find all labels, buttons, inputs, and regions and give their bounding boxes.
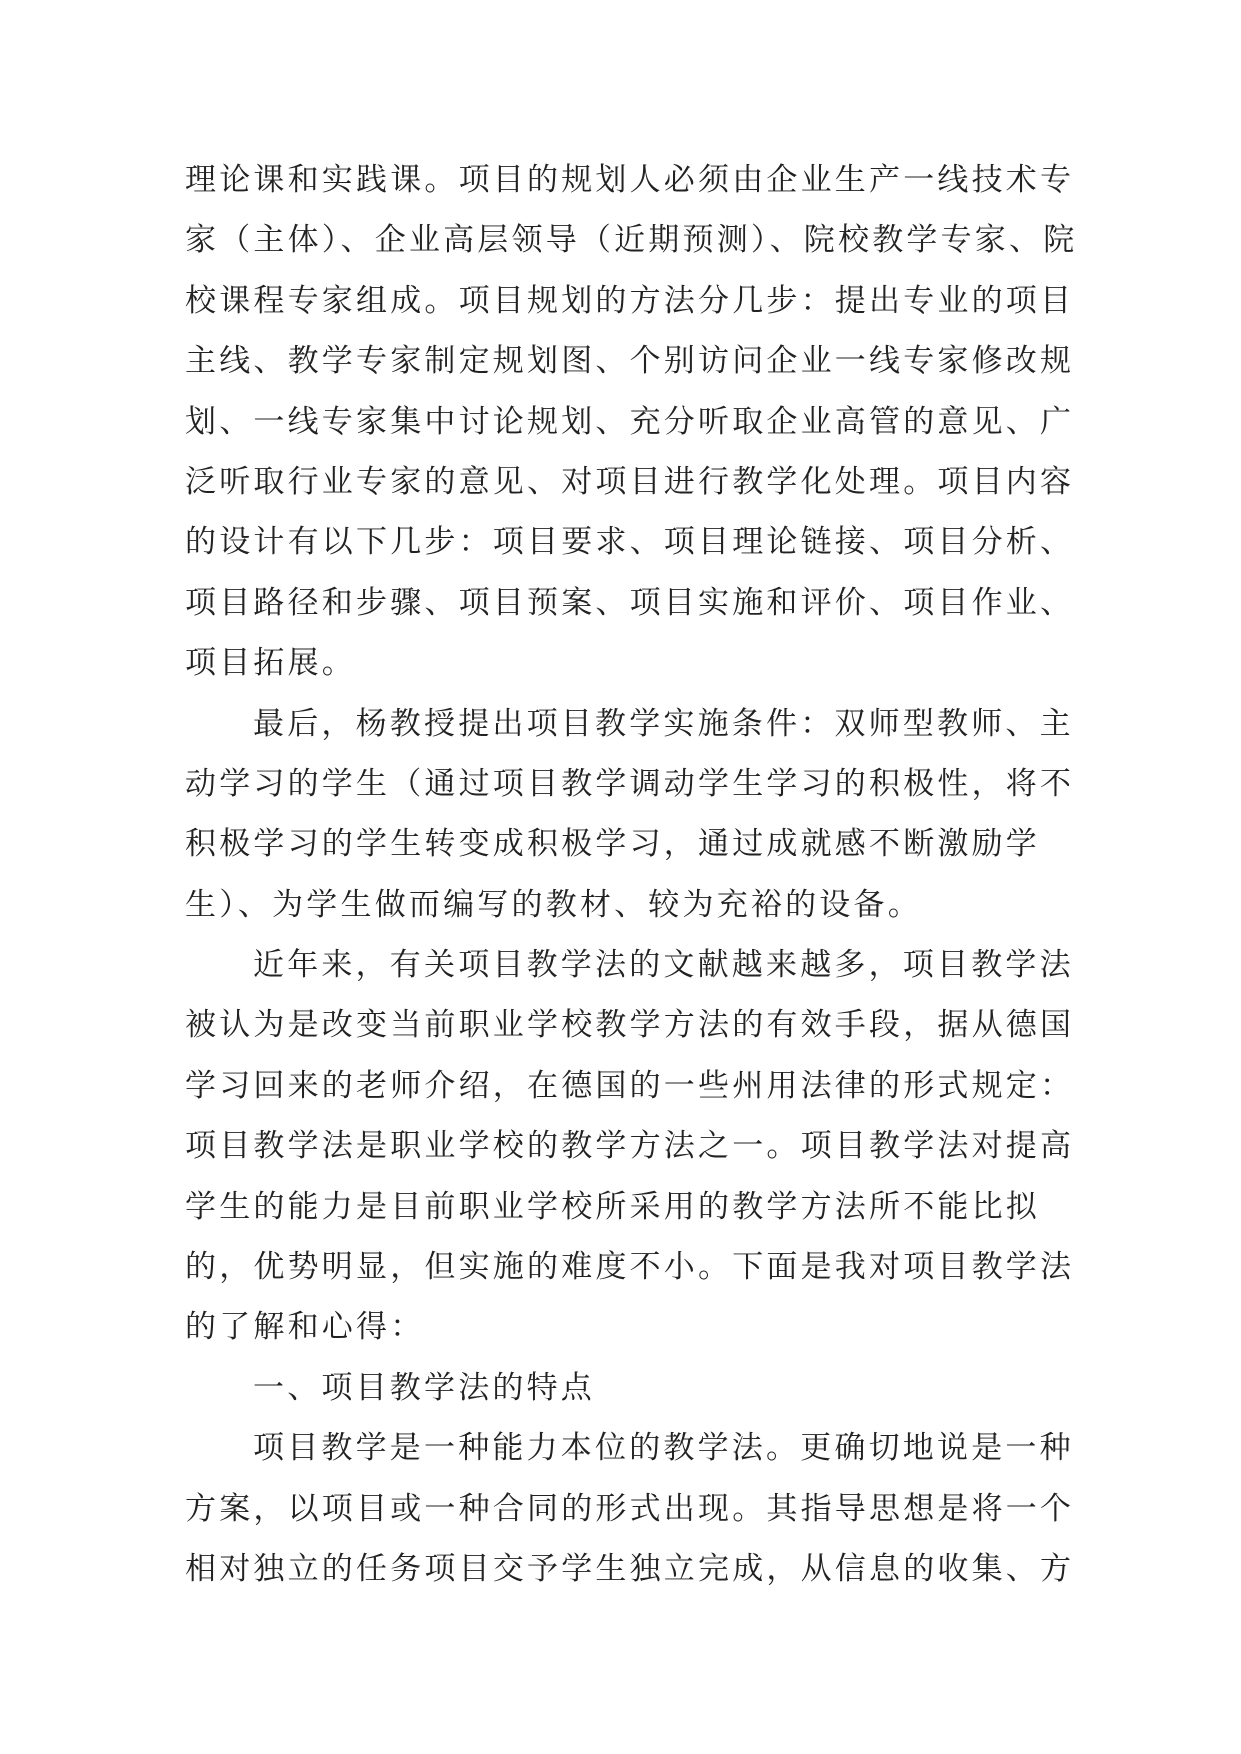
text-line: 相对独立的任务项目交予学生独立完成，从信息的收集、方 xyxy=(185,1550,1075,1587)
text-line: 学生的能力是目前职业学校所采用的教学方法所不能比拟 xyxy=(185,1188,1040,1225)
text-line: 的设计有以下几步：项目要求、项目理论链接、项目分析、 xyxy=(185,524,1075,561)
text-line: 理论课和实践课。项目的规划人必须由企业生产一线技术专 xyxy=(185,162,1075,198)
text-line: 项目教学是一种能力本位的教学法。更确切地说是一种 xyxy=(253,1430,1074,1467)
text-line: 家（主体）、企业高层领导（近期预测）、院校教学专家、院 xyxy=(185,222,1078,259)
text-line: 校课程专家组成。项目规划的方法分几步：提出专业的项目 xyxy=(185,282,1075,319)
text-line: 泛听取行业专家的意见、对项目进行教学化处理。项目内容 xyxy=(185,463,1075,500)
text-line: 主线、教学专家制定规划图、个别访问企业一线专家修改规 xyxy=(185,343,1075,380)
text-line: 最后，杨教授提出项目教学实施条件：双师型教师、主 xyxy=(253,705,1074,742)
text-line: 动学习的学生（通过项目教学调动学生学习的积极性，将不 xyxy=(185,765,1075,802)
text-line: 近年来，有关项目教学法的文献越来越多，项目教学法 xyxy=(253,947,1074,984)
text-line: 的，优势明显，但实施的难度不小。下面是我对项目教学法 xyxy=(185,1249,1075,1286)
text-line: 的了解和心得： xyxy=(185,1309,425,1346)
text-line: 方案，以项目或一种合同的形式出现。其指导思想是将一个 xyxy=(185,1490,1075,1527)
text-line: 项目教学法是职业学校的教学方法之一。项目教学法对提高 xyxy=(185,1128,1075,1165)
text-line: 项目路径和步骤、项目预案、项目实施和评价、项目作业、 xyxy=(185,584,1075,621)
text-line: 一、项目教学法的特点 xyxy=(253,1369,595,1406)
text-line: 项目拓展。 xyxy=(185,645,356,682)
text-line: 积极学习的学生转变成积极学习，通过成就感不断激励学 xyxy=(185,826,1040,863)
text-line: 学习回来的老师介绍，在德国的一些州用法律的形式规定： xyxy=(185,1067,1075,1104)
body-text xyxy=(185,150,1078,1599)
text-line: 划、一线专家集中讨论规划、充分听取企业高管的意见、广 xyxy=(185,403,1075,440)
text-line: 生）、为学生做而编写的教材、较为充裕的设备。 xyxy=(185,886,922,923)
text-line: 被认为是改变当前职业学校教学方法的有效手段，据从德国 xyxy=(185,1007,1075,1044)
